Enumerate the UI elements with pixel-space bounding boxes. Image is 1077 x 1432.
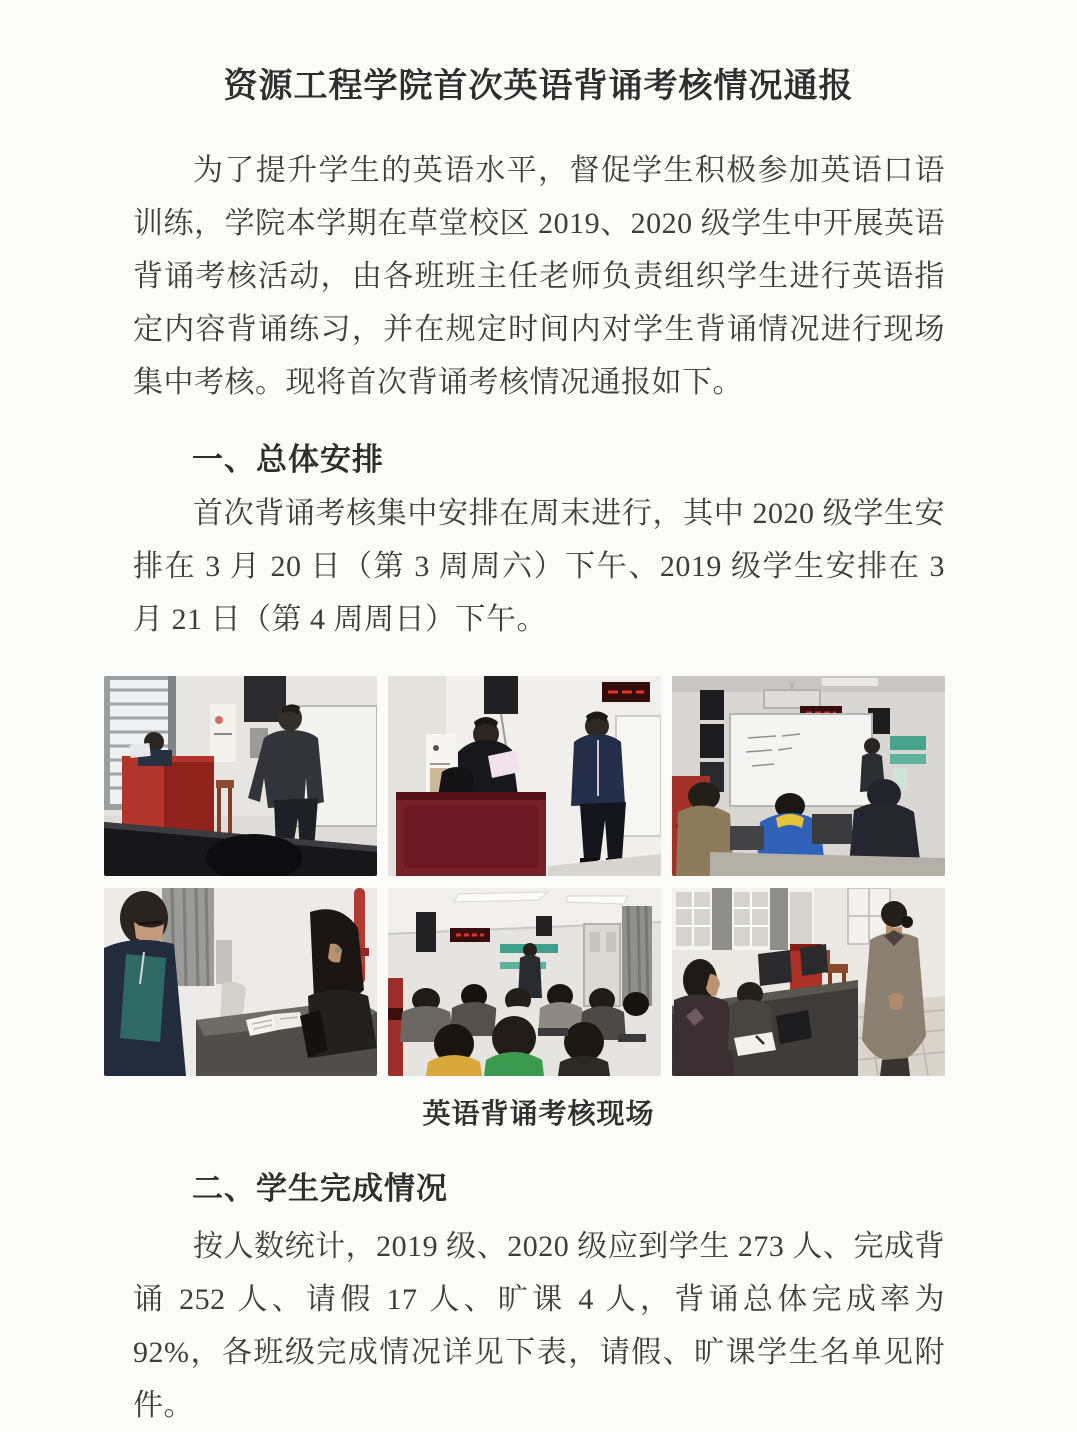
photo-grid <box>104 676 945 1076</box>
section1-heading: 一、总体安排 <box>192 442 384 477</box>
page-title: 资源工程学院首次英语背诵考核情况通报 <box>223 67 854 105</box>
photo-student-reading-at-podium <box>388 676 661 876</box>
intro-paragraph: 为了提升学生的英语水平，督促学生积极参加英语口语训练，学院本学期在草堂校区 2019、2020 级学生中开展英语背诵考核活动，由各班班主任老师负责组织学生进行英语指定内容背诵练习，并在规定时间内对学生背诵情况进行现场集中考核。现将首次背诵考核情况通报如下。 <box>133 154 945 399</box>
section2-heading: 二、学生完成情况 <box>192 1171 448 1206</box>
photo-woman-reciting-teachers-desk <box>672 888 945 1076</box>
photo-student-reciting-at-red-carrel <box>104 676 377 876</box>
photo-caption: 英语背诵考核现场 <box>422 1098 655 1129</box>
photo-classroom-rear-view <box>388 888 661 1076</box>
photo-classroom-whiteboard-students <box>672 676 945 876</box>
section1-paragraph: 首次背诵考核集中安排在周末进行，其中 2020 级学生安排在 3 月 20 日（第 3 周周六）下午、2019 级学生安排在 3 月 21 日（第 4 周周日）下午。 <box>133 497 945 636</box>
section2-paragraph: 按人数统计，2019 级、2020 级应到学生 273 人、完成背诵 252 人、请假 17 人、旷课 4 人，背诵总体完成率为 92%，各班级完成情况详见下表，请假、旷课学生名单见附件。 <box>133 1230 945 1422</box>
photo-student-facing-seated-teacher <box>104 888 377 1076</box>
notice-document <box>0 64 1077 1422</box>
